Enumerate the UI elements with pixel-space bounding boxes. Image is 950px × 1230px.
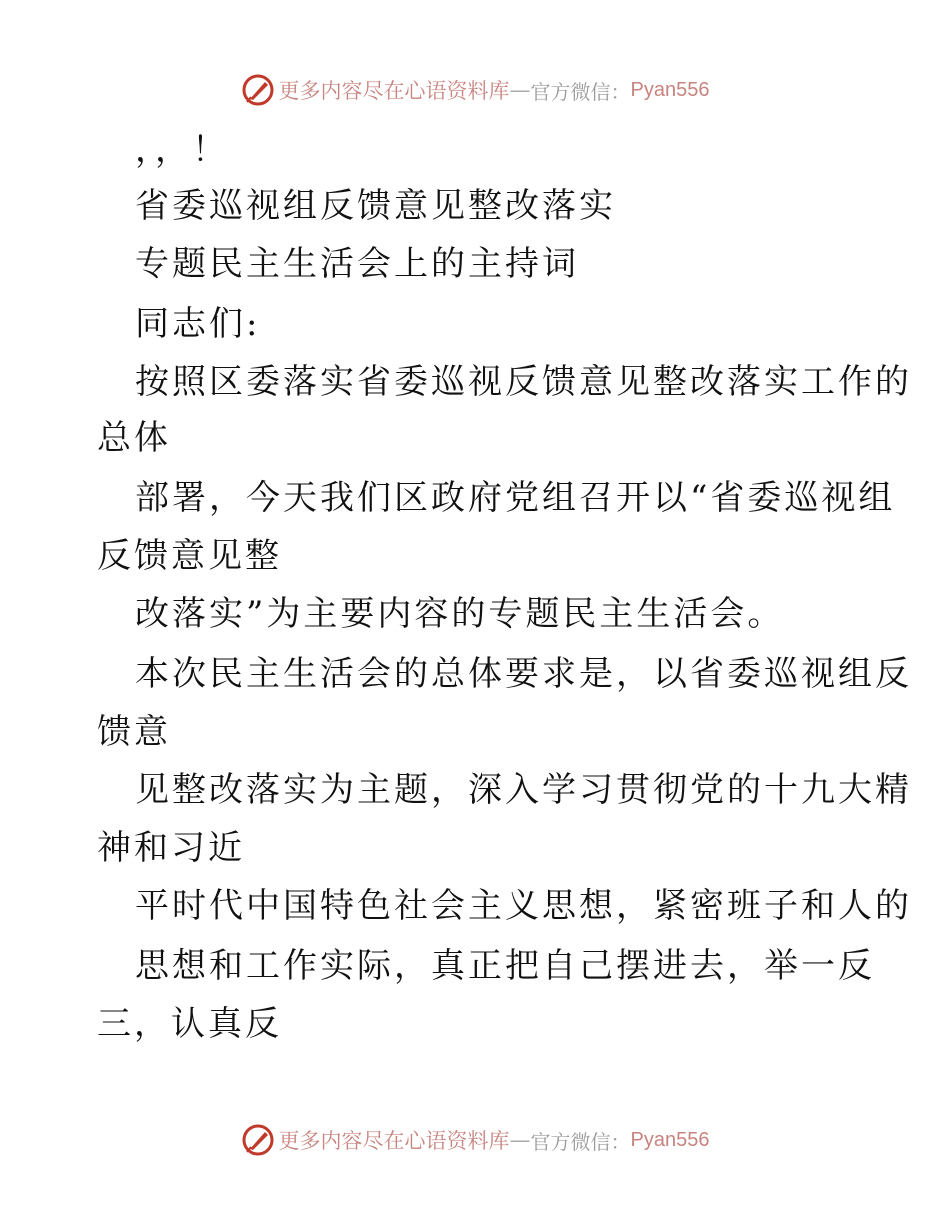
header-watermark: [0, 70, 950, 110]
text-line: 馈意: [97, 712, 171, 752]
feather-pen-logo-icon: [241, 1123, 275, 1157]
watermark-wechat-label: 官方微信：: [530, 1129, 631, 1154]
text-line: 按照区委落实省委巡视反馈意见整改落实工作的: [135, 362, 912, 402]
watermark-separator: —: [509, 1128, 531, 1152]
text-line: ，，！: [135, 130, 229, 170]
footer-watermark: [0, 1120, 950, 1160]
salutation: 同志们:: [135, 304, 261, 344]
watermark-brand: 更多内容尽在心语资料库: [278, 79, 510, 103]
document-title-line-1: 省委巡视组反馈意见整改落实: [135, 186, 616, 226]
text-line: 神和习近: [97, 828, 245, 868]
text-line: 总体: [97, 418, 171, 458]
watermark-separator: —: [509, 78, 531, 102]
document-title-line-2: 专题民主生活会上的主持词: [135, 244, 579, 284]
watermark-wechat-id: Pyan556: [630, 1128, 710, 1151]
text-line: 本次民主生活会的总体要求是，以省委巡视组反: [135, 654, 912, 694]
watermark-wechat-label: 官方微信：: [530, 79, 631, 104]
text-line: 思想和工作实际，真正把自己摆进去，举一反: [135, 946, 875, 986]
watermark-wechat-id: Pyan556: [630, 78, 710, 101]
text-line: 部署，今天我们区政府党组召开以“省委巡视组: [135, 478, 896, 518]
text-line: 三，认真反: [97, 1004, 282, 1044]
feather-pen-logo-icon: [241, 73, 275, 107]
text-line: 改落实”为主要内容的专题民主生活会。: [135, 594, 785, 634]
text-line: 平时代中国特色社会主义思想，紧密班子和人的: [135, 886, 912, 926]
text-line: 见整改落实为主题，深入学习贯彻党的十九大精: [135, 770, 912, 810]
text-line: 反馈意见整: [97, 536, 282, 576]
watermark-brand: 更多内容尽在心语资料库: [278, 1129, 510, 1153]
